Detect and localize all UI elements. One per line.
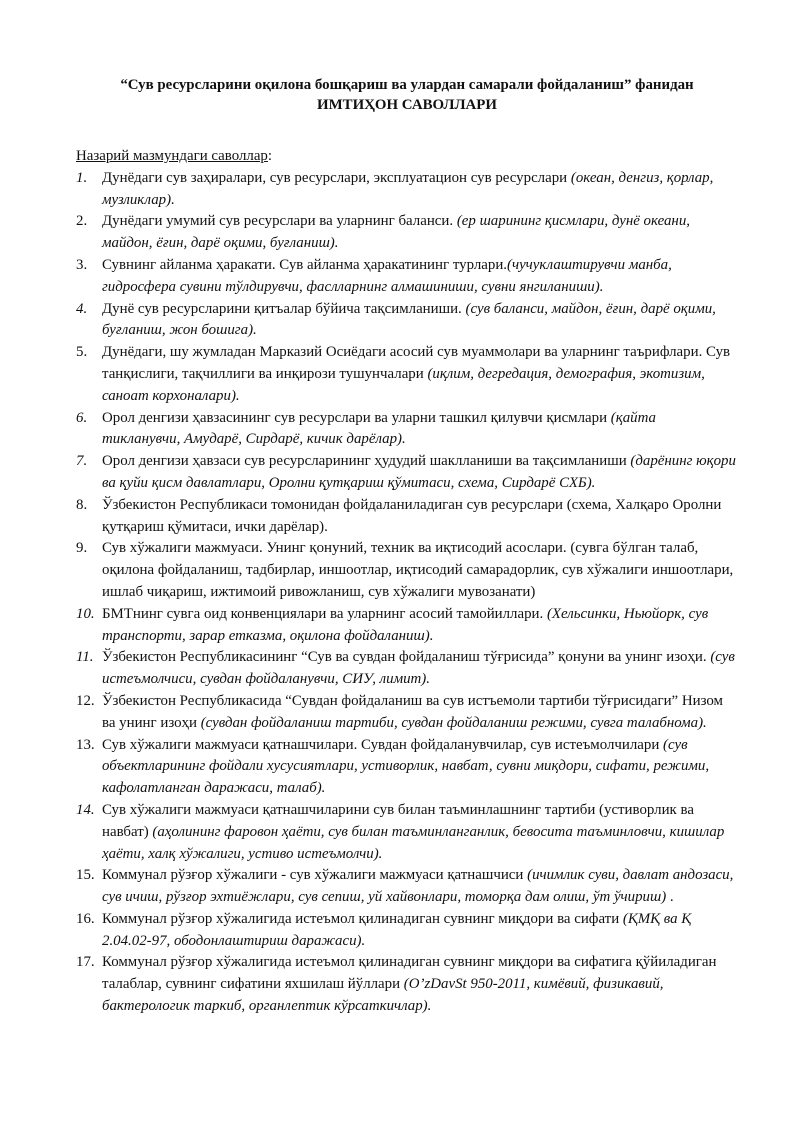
question-number: 6. bbox=[76, 409, 88, 426]
question-text: Орол денгизи ҳавзаси сув ресурсларининг ҳудудий шаклланиши ва тақсимланиши bbox=[102, 453, 631, 470]
question-text: Ўзбекистон Республикасининг “Сув ва сувдан фойдаланиш тўғрисида” қонуни ва унинг изоҳи. bbox=[102, 649, 711, 666]
question-item bbox=[76, 408, 738, 452]
question-note: (ҚМҚ ва Қ 2.04.02-97, ободонлаштириш даражаси). bbox=[102, 910, 692, 949]
question-text: Дунёдаги сув заҳиралари, сув ресурслари, эксплуатацион сув ресурслари bbox=[102, 169, 571, 186]
question-note: (океан, денгиз, қорлар, музликлар). bbox=[102, 169, 714, 208]
question-item bbox=[76, 952, 738, 1017]
question-text: Ўзбекистон Республикасида “Сувдан фойдаланиш ва сув истъемоли тартиби тўғрисидаги” Низом ва унинг изоҳи bbox=[102, 692, 723, 731]
question-note: (қайта тикланувчи, Амударё, Сирдарё, кичик дарёлар). bbox=[102, 409, 656, 448]
question-item bbox=[76, 909, 738, 953]
question-text: Коммунал рўзғор хўжалигида истеъмол қилинадиган сувнинг миқдори ва сифати bbox=[102, 910, 623, 927]
title-line-1: “Сув ресурсларини оқилона бошқариш ва улардан самарали фойдаланиш” фанидан bbox=[120, 77, 694, 93]
question-note: (O’zDavSt 950-2011, кимёвий, физикавий, бактерологик таркиб, органлептик кўрсаткичлар). bbox=[102, 976, 664, 1015]
question-tail: . bbox=[666, 889, 674, 906]
question-number: 1. bbox=[76, 169, 88, 186]
question-text: Дунёдаги, шу жумладан Марказий Осиёдаги асосий сув муаммолари ва уларнинг таърифлари. Сув танқислиги, тақчиллиги ва инқирози тушунчалари bbox=[102, 344, 731, 382]
question-text: Дунёдаги умумий сув ресурслари ва уларнинг баланси. bbox=[102, 213, 457, 230]
question-note: (сувдан фойдаланиш тартиби, сувдан фойдаланиш режими, сувга талабнома). bbox=[200, 714, 707, 731]
question-text: Коммунал рўзғор хўжалиги - сув хўжалиги мажмуаси қатнашчиси bbox=[102, 867, 528, 884]
question-text: Сув хўжалиги мажмуаси қатнашчилари. Сувдан фойдаланувчилар, сув истеъмолчилари bbox=[102, 736, 664, 753]
question-note: (ер шарининг қисмлари, дунё океани, майдон, ёғин, дарё оқими, буғланиш). bbox=[102, 213, 690, 252]
question-text: БМТнинг сувга оид конвенциялари ва уларнинг асосий тамойиллари. bbox=[102, 605, 547, 622]
question-note: (чучуклаштирувчи манба, гидросфера сувини тўлдирувчи, фаслларнинг алмашиниши, сувни янгиланиши). bbox=[102, 256, 672, 295]
question-number: 13. bbox=[76, 736, 95, 753]
question-note: (сув объектларининг фойдали хусусиятлари, устиворлик, навбат, сувни миқдори, сифати, режими, кафолатланган даражаси, талаб). bbox=[102, 736, 710, 797]
section-heading bbox=[76, 146, 738, 168]
question-number: 17. bbox=[76, 954, 95, 971]
question-item bbox=[76, 865, 738, 909]
question-text: Орол денгизи ҳавзасининг сув ресурслари ва уларни ташкил қилувчи қисмлари bbox=[102, 409, 611, 426]
question-text: Сувнинг айланма ҳаракати. Сув айланма ҳаракатининг турлари. bbox=[102, 256, 508, 273]
question-item bbox=[76, 299, 738, 343]
question-number: 7. bbox=[76, 453, 88, 470]
question-item bbox=[76, 168, 738, 212]
question-note: (иқлим, дегредация, демография, экотизим, саноат корхоналари). bbox=[102, 365, 705, 404]
question-item bbox=[76, 691, 738, 735]
question-item bbox=[76, 735, 738, 800]
question-note: (дарёнинг юқори ва қуйи қисм давлатлари, Оролни қутқариш қўмитаси, схема, Сирдарё СХБ). bbox=[102, 453, 736, 491]
question-item bbox=[76, 495, 738, 539]
title-line-2: ИМТИҲОН САВОЛЛАРИ bbox=[317, 97, 497, 113]
question-list bbox=[76, 168, 738, 1018]
question-number: 9. bbox=[76, 540, 88, 557]
question-item bbox=[76, 647, 738, 691]
question-text: Сув хўжалиги мажмуаси қатнашчиларини сув билан таъминлашнинг тартиби (устиворлик ва навбат) bbox=[102, 801, 694, 840]
question-item bbox=[76, 255, 738, 299]
question-text: Сув хўжалиги мажмуаси. Унинг қонуний, техник ва иқтисодий асослари. (сувга бўлган талаб, оқилона фойдаланиш, тадбирлар, иншоотлар, иқтисодий самарадорлик, сув хўжалиги иншоотлари, ишлаб чиқариш, ижтимоий ривожланиш, сув хўжалиги мувозанати) bbox=[102, 540, 734, 600]
question-note: (ичимлик суви, давлат андозаси, сув ичиш, рўзғор эхтиёжлари, сув сепиш, уй хайвонлари, томорқа дам олиш, ўт ўчириш) bbox=[102, 867, 734, 906]
question-text: Ўзбекистон Республикаси томонидан фойдаланиладиган сув ресурслари (схема, Халқаро Оролни қутқариш қўмитаси, ички дарёлар). bbox=[102, 496, 722, 535]
section-heading-colon: : bbox=[267, 148, 273, 164]
question-number: 14. bbox=[76, 801, 95, 818]
section-heading-text: Назарий мазмундаги саволлар bbox=[76, 148, 268, 164]
question-number: 8. bbox=[76, 496, 88, 513]
question-item bbox=[76, 538, 738, 603]
question-text: Дунё сув ресурсларини қитъалар бўйича тақсимланиши. bbox=[102, 300, 466, 317]
question-number: 12. bbox=[76, 692, 95, 709]
question-number: 4. bbox=[76, 300, 88, 317]
question-note: (сув истеъмолчиси, сувдан фойдаланувчи, СИУ, лимит). bbox=[102, 649, 735, 688]
question-item bbox=[76, 451, 738, 495]
question-item bbox=[76, 800, 738, 865]
question-text: Коммунал рўзғор хўжалигида истеъмол қилинадиган сувнинг миқдори ва сифатига қўйиладиган талаблар, сувнинг сифатини яхшилаш йўллари bbox=[102, 954, 717, 993]
question-number: 5. bbox=[76, 344, 88, 361]
question-item bbox=[76, 342, 738, 407]
question-note: (Хельсинки, Ньюйорк, сув транспорти, зарар етказма, оқилона фойдаланиш). bbox=[102, 605, 709, 644]
question-item bbox=[76, 604, 738, 648]
question-number: 10. bbox=[76, 605, 95, 622]
question-note: (аҳолининг фаровон ҳаёти, сув билан таъминланганлик, бевосита таъминловчи, кишилар ҳаёти, халқ хўжалиги, устиво истеъмолчи). bbox=[102, 823, 725, 862]
question-number: 16. bbox=[76, 910, 95, 927]
question-number: 3. bbox=[76, 256, 88, 273]
question-note: (сув баланси, майдон, ёғин, дарё оқими, буғланиш, жон бошига). bbox=[102, 300, 716, 339]
question-number: 2. bbox=[76, 213, 88, 230]
question-number: 15. bbox=[76, 867, 95, 884]
question-number: 11. bbox=[76, 649, 94, 666]
document-title bbox=[76, 75, 738, 115]
question-item bbox=[76, 211, 738, 255]
